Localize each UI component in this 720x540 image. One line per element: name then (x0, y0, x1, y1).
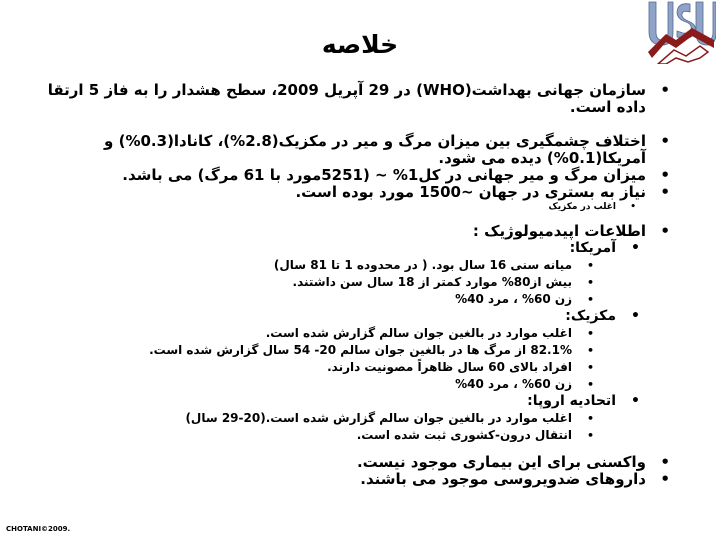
bullet-hospitalization: • نیاز به بستری در جهان ~1500 مورد بوده است. (30, 184, 672, 201)
slide-body (30, 82, 672, 488)
eu-item: • انتقال درون-کشوری ثبت شده است. (30, 427, 672, 444)
heading-mexico: • مکزیک: (30, 308, 672, 325)
usa-item: • زن 60% ، مرد 40% (30, 291, 672, 308)
mexico-item: • اغلب موارد در بالغین جوان سالم گزارش شده است. (30, 325, 672, 342)
bullet-antivirals: • داروهای ضدویروسی موجود می باشند. (30, 471, 672, 488)
footer-copyright: CHOTANI©2009. (6, 525, 71, 533)
usa-item: • میانه سنی 16 سال بود. ( در محدوده 1 تا 81 سال) (30, 257, 672, 274)
slide-title: خلاصه (321, 30, 399, 59)
sub-bullet-mostly-mexico: • اغلب در مکزیک (30, 201, 672, 213)
heading-eu: • اتحادیه اروپا: (30, 393, 672, 410)
usu-logo (646, 0, 716, 64)
bullet-who-alert: • سازمان جهانی بهداشت(WHO) در 29 آپریل 2009، سطح هشدار را به فاز 5 ارتقا داده است. (30, 82, 672, 116)
mexico-item: • افراد بالای 60 سال ظاهراً مصونیت دارند. (30, 359, 672, 376)
eu-item: • اغلب موارد در بالغین جوان سالم گزارش شده است.(20-29 سال) (30, 410, 672, 427)
bullet-no-vaccine: • واکسنی برای این بیماری موجود نیست. (30, 454, 672, 471)
bullet-epidemiology: • اطلاعات اپیدمیولوژیک : (30, 223, 672, 240)
bullet-global-mortality: • میزان مرگ و میر جهانی در کل1% ~ (5251مورد با 61 مرگ) می باشد. (30, 167, 672, 184)
heading-usa: • آمریکا: (30, 240, 672, 257)
mexico-item: • زن 60% ، مرد 40% (30, 376, 672, 393)
bullet-mortality-difference: • اختلاف چشمگیری بین میزان مرگ و میر در مکزیک(2.8%)، کانادا(0.3%) و آمریکا(0.1%) دیده می شود. (30, 133, 672, 167)
usa-item: • بیش از80% موارد کمتر از 18 سال سن داشتند. (30, 274, 672, 291)
mexico-item: • 82.1% از مرگ ها در بالغین جوان سالم 20- 54 سال گزارش شده است. (30, 342, 672, 359)
